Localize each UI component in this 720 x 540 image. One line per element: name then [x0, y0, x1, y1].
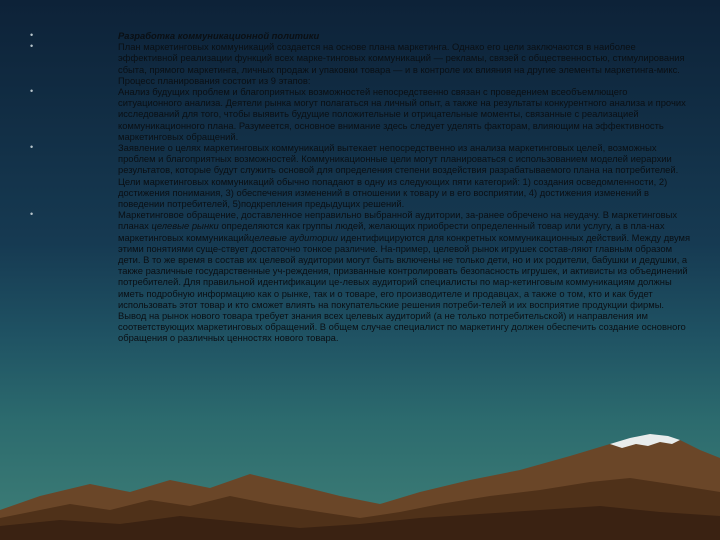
- audience-text-c: идентифицируются для конкретных коммуникационных действий. Между двумя этими понятиями суще-ствует достаточно тонкое различие. На-пример, целевой рынок игрушек состав-ляют главным образом дети. В то же время в состав их целевой аудитории могут быть включены не только дети, но и их родители, бабушки и дедушки, а также различные государственные уч-реждения, призванные контролировать безопасность игрушек, и активисты из объединений потребителей. Для правильной идентификации це-левых аудиторий специалисты по мар-кетинговым коммуникациям должны иметь подробную информацию как о рынке, так и о товаре, его производителе и продавцах, а также о том, кто и как будет использовать этот товар и кто сможет влиять на покупательские решения потреби-телей и их восприятие продукции фирмы. Вывод на рынок нового товара требует знания всех целевых аудиторий (а не только потребительской) и направления им соответствующих маркетинговых обращений. В общем случае специалист по маркетингу должен обеспечить создание основного обращения о различных ценностях нового товара.: [118, 231, 691, 344]
- bullet: •: [30, 209, 34, 220]
- slide-title: Разработка коммуникационной политики: [118, 30, 320, 41]
- list-item-analysis: [26, 86, 692, 142]
- audience-text-b: определяются как группы людей, желающих приобрести определенный товар или услугу, а в пла-нах маркетинговых коммуникаций: [118, 220, 665, 243]
- mountain-landscape: [0, 400, 720, 540]
- paragraph-goals: Заявление о целях маркетинговых коммуникаций вытекает непосредственно из анализа маркетинговых целей, возможных проблем и благоприятных возможностей. Коммуникационные цели могут планироваться с использованием моделей иерархии результатов, которые будут служить основой для определения степени воздействия разрабатываемого плана на потребителей. Цели маркетинговых коммуникаций обычно попадают в одну из следующих пяти категорий: 1) создания осведомленности, 2) достижения понимания, 3) обеспечения изменений в отношении к товару и в его восприятии, 4) достижения изменений в поведении потребителей, 5)подкрепления предыдущих решений.: [118, 142, 679, 210]
- slide-content: [26, 30, 692, 344]
- term-target-markets: целевые рынки: [151, 220, 219, 232]
- audience-text-a: Маркетинговое обращение, доставленное неправильно выбранной аудитории, за-ранее обречено на неудачу. В маркетинговых планах: [118, 209, 678, 232]
- bullet: •: [30, 41, 34, 52]
- bullet: •: [30, 86, 34, 97]
- paragraph-analysis: Анализ будущих проблем и благоприятных возможностей непосредственно связан с проведением всеобъемлющего ситуационного анализа. Деятели рынка могут полагаться на личный опыт, а также на результаты конкурентного анализа и прочих исследований для того, чтобы выявить будущие положительные и отрицательные моменты, связанные с реализацией коммуникационного плана. Разумеется, основное внимание здесь следует уделять факторам, влияющим на эффективность маркетинговых обращений.: [118, 86, 686, 142]
- list-item-audience: [26, 209, 692, 343]
- list-item-title: [26, 30, 692, 41]
- paragraph-audience: [118, 209, 690, 343]
- bullet: •: [30, 142, 34, 153]
- paragraph-planning: План маркетинговых коммуникаций создается на основе плана маркетинга. Однако его цели заключаются в наиболее эффективной реализации функций всех марке-тинговых коммуникаций — рекламы, связей с общественностью, стимулирования сбыта, прямого маркетинга, личных продаж и упаковки товара — и в контроле их влияния на другие элементы маркетинга-микс. Процесс планирования состоит из 9 этапов:: [118, 41, 685, 86]
- term-target-audiences: целевые аудитории: [249, 231, 338, 243]
- bullet: •: [30, 30, 34, 40]
- list-item-planning: [26, 41, 692, 86]
- list-item-goals: [26, 142, 692, 209]
